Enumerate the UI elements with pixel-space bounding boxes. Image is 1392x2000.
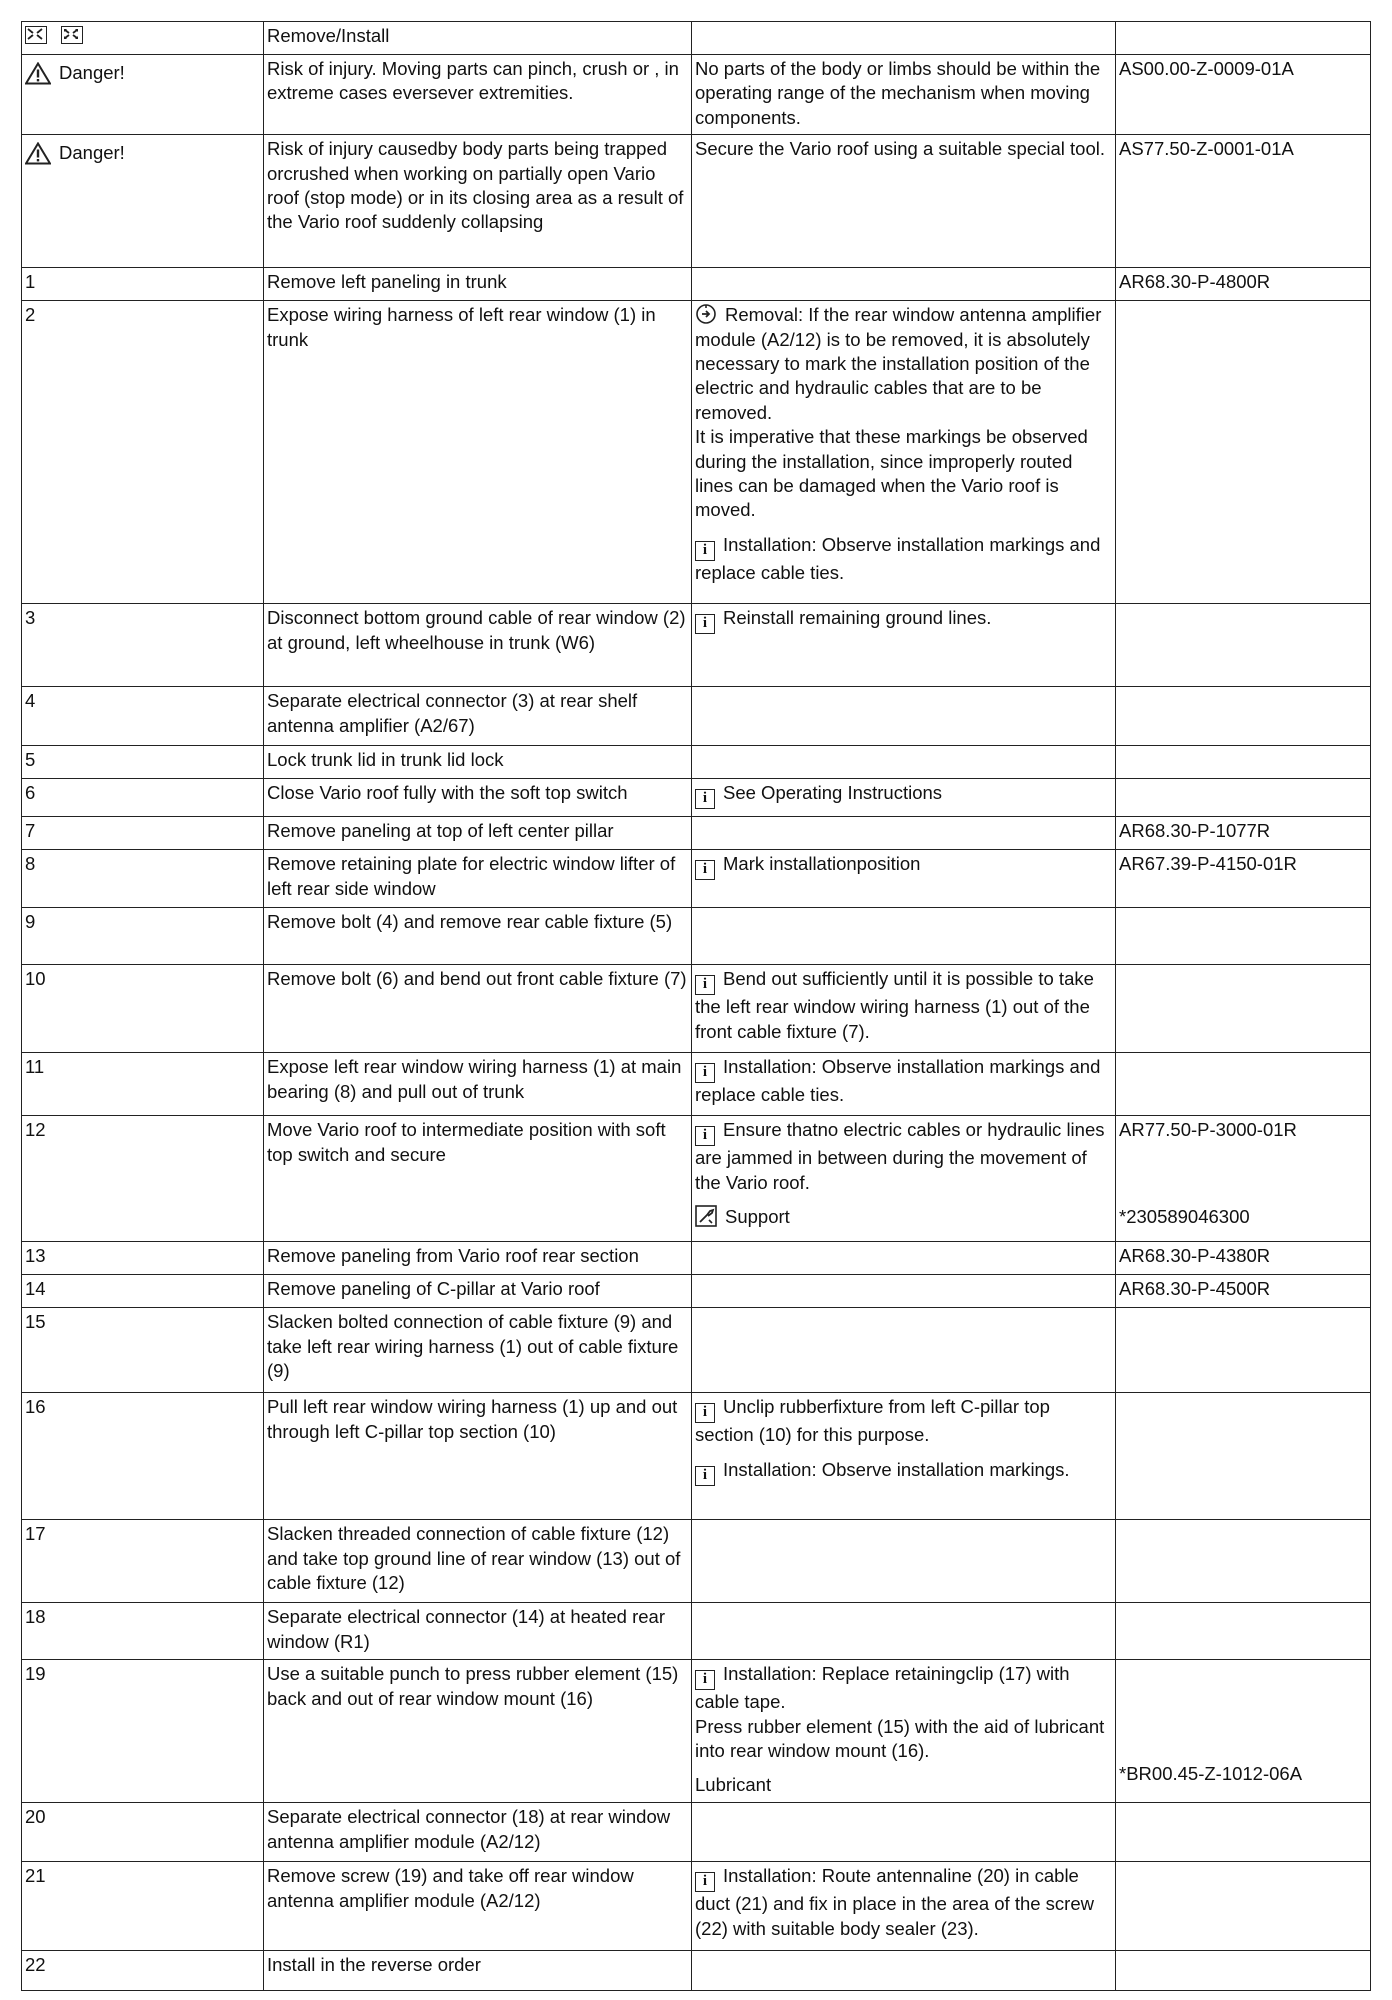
header-empty-cell	[692, 22, 1116, 55]
step-notes-cell	[692, 965, 1116, 1053]
step-note-text: Installation: Route antennaline (20) in cable duct (21) and fix in place in the area of the screw (22) with suitable body sealer (23).	[695, 1865, 1094, 1939]
step-part-number: *230589046300	[1119, 1205, 1250, 1227]
step-row	[22, 1951, 1371, 1991]
step-row	[22, 268, 1371, 301]
step-note-text: Reinstall remaining ground lines.	[723, 607, 992, 629]
step-note	[695, 533, 1112, 585]
info-icon: i	[695, 1063, 715, 1083]
step-reference-cell	[1116, 1275, 1371, 1308]
step-note	[695, 1662, 1112, 1763]
special-tool-icon	[695, 1205, 717, 1227]
step-notes-cell	[692, 850, 1116, 908]
step-reference-cell	[1116, 1308, 1371, 1393]
step-note	[695, 606, 1112, 634]
step-reference-cell	[1116, 1520, 1371, 1603]
step-reference-cell	[1116, 1803, 1371, 1862]
step-row	[22, 1520, 1371, 1603]
step-notes-cell	[692, 1393, 1116, 1520]
step-reference-cell	[1116, 1603, 1371, 1660]
step-reference-cell	[1116, 817, 1371, 850]
danger-label-cell	[22, 55, 264, 135]
info-icon: i	[695, 1872, 715, 1892]
step-reference-cell	[1116, 908, 1371, 965]
header-title: Remove/Install	[264, 22, 692, 55]
step-notes-cell	[692, 1803, 1116, 1862]
step-reference-cell	[1116, 1393, 1371, 1520]
warning-triangle-icon	[25, 142, 51, 165]
danger-label-cell	[22, 135, 264, 268]
step-note	[695, 1864, 1112, 1941]
step-notes-cell	[692, 817, 1116, 850]
step-reference: AR68.30-P-4800R	[1119, 271, 1271, 293]
step-row	[22, 779, 1371, 817]
step-reference: AR67.39-P-4150-01R	[1119, 853, 1297, 875]
step-instruction: Remove left paneling in trunk	[264, 268, 692, 301]
step-instruction: Remove paneling from Vario roof rear section	[264, 1242, 692, 1275]
step-notes-cell	[692, 268, 1116, 301]
step-instruction: Close Vario roof fully with the soft top switch	[264, 779, 692, 817]
step-row	[22, 1660, 1371, 1803]
step-reference-cell	[1116, 746, 1371, 779]
step-row	[22, 908, 1371, 965]
step-reference-cell	[1116, 268, 1371, 301]
step-note-text: Installation: Observe installation markings.	[723, 1458, 1070, 1480]
step-reference: AR68.30-P-1077R	[1119, 820, 1271, 842]
step-note-text: Installation: Observe installation markings and replace cable ties.	[695, 1056, 1101, 1106]
step-instruction: Remove paneling of C-pillar at Vario roof	[264, 1275, 692, 1308]
step-instruction: Remove paneling at top of left center pillar	[264, 817, 692, 850]
removal-hint-icon	[695, 303, 717, 325]
step-row	[22, 746, 1371, 779]
step-reference-cell	[1116, 1862, 1371, 1951]
step-number: 8	[22, 850, 264, 908]
step-instruction: Separate electrical connector (18) at rear window antenna amplifier module (A2/12)	[264, 1803, 692, 1862]
step-row	[22, 965, 1371, 1053]
step-row	[22, 1862, 1371, 1951]
step-note-text-continued: Press rubber element (15) with the aid of lubricant into rear window mount (16).	[695, 1715, 1105, 1762]
step-notes-cell	[692, 1116, 1116, 1242]
step-notes-cell	[692, 1951, 1116, 1991]
step-row	[22, 1275, 1371, 1308]
step-number: 5	[22, 746, 264, 779]
info-icon: i	[695, 1466, 715, 1486]
step-part-number: *BR00.45-Z-1012-06A	[1119, 1763, 1303, 1785]
step-reference-cell	[1116, 779, 1371, 817]
info-icon: i	[695, 975, 715, 995]
step-number: 22	[22, 1951, 264, 1991]
header-empty-cell	[1116, 22, 1371, 55]
install-icon	[61, 26, 83, 44]
step-note	[695, 1395, 1112, 1447]
step-notes-cell	[692, 1053, 1116, 1116]
step-instruction: Slacken bolted connection of cable fixture (9) and take left rear wiring harness (1) out of cable fixture (9)	[264, 1308, 692, 1393]
info-icon: i	[695, 541, 715, 561]
step-row	[22, 1393, 1371, 1520]
info-icon: i	[695, 789, 715, 809]
danger-reference: AS77.50-Z-0001-01A	[1116, 135, 1371, 268]
step-note-text: Mark installationposition	[723, 853, 921, 875]
step-notes-cell	[692, 779, 1116, 817]
step-number: 14	[22, 1275, 264, 1308]
step-number: 12	[22, 1116, 264, 1242]
step-notes-cell	[692, 604, 1116, 687]
step-note	[695, 1458, 1112, 1486]
step-row	[22, 1116, 1371, 1242]
step-number: 20	[22, 1803, 264, 1862]
step-reference: AR68.30-P-4380R	[1119, 1245, 1271, 1267]
warning-triangle-icon	[25, 62, 51, 85]
danger-reference: AS00.00-Z-0009-01A	[1116, 55, 1371, 135]
step-instruction: Pull left rear window wiring harness (1) up and out through left C-pillar top section (10)	[264, 1393, 692, 1520]
step-number: 11	[22, 1053, 264, 1116]
step-row	[22, 817, 1371, 850]
step-note	[695, 967, 1112, 1044]
step-instruction: Remove screw (19) and take off rear window antenna amplifier module (A2/12)	[264, 1862, 692, 1951]
step-note-text: Ensure thatno electric cables or hydraulic lines are jammed in between during the movement of the Vario roof.	[695, 1119, 1105, 1193]
step-row	[22, 1053, 1371, 1116]
step-notes-cell	[692, 908, 1116, 965]
step-notes-cell	[692, 1308, 1116, 1393]
step-row	[22, 850, 1371, 908]
step-row	[22, 687, 1371, 746]
step-row	[22, 1242, 1371, 1275]
step-reference: AR77.50-P-3000-01R	[1119, 1119, 1297, 1141]
step-instruction: Move Vario roof to intermediate position with soft top switch and secure	[264, 1116, 692, 1242]
step-number: 7	[22, 817, 264, 850]
step-number: 19	[22, 1660, 264, 1803]
step-number: 17	[22, 1520, 264, 1603]
step-instruction: Remove retaining plate for electric window lifter of left rear side window	[264, 850, 692, 908]
step-note-text: Removal: If the rear window antenna amplifier module (A2/12) is to be removed, it is absolutely necessary to mark the installation position of the electric and hydraulic cables that are to be removed.	[695, 304, 1102, 423]
step-row	[22, 604, 1371, 687]
step-note-text: Bend out sufficiently until it is possible to take the left rear window wiring harness (1) out of the front cable fixture (7).	[695, 968, 1094, 1042]
info-icon: i	[695, 1670, 715, 1690]
step-note-text: Installation: Replace retainingclip (17) with cable tape.	[695, 1663, 1070, 1713]
step-note	[695, 303, 1112, 523]
remove-icon	[25, 26, 47, 44]
step-number: 6	[22, 779, 264, 817]
step-notes-cell	[692, 1862, 1116, 1951]
step-note-text: Installation: Observe installation markings and replace cable ties.	[695, 533, 1101, 583]
step-number: 2	[22, 301, 264, 604]
step-instruction: Disconnect bottom ground cable of rear window (2) at ground, left wheelhouse in trunk (W6)	[264, 604, 692, 687]
step-instruction: Separate electrical connector (3) at rear shelf antenna amplifier (A2/67)	[264, 687, 692, 746]
step-row	[22, 1308, 1371, 1393]
step-note-text: Unclip rubberfixture from left C-pillar top section (10) for this purpose.	[695, 1396, 1050, 1446]
step-instruction: Install in the reverse order	[264, 1951, 692, 1991]
danger-row	[22, 135, 1371, 268]
info-icon: i	[695, 614, 715, 634]
step-note-text: See Operating Instructions	[723, 782, 943, 804]
step-instruction: Separate electrical connector (14) at heated rear window (R1)	[264, 1603, 692, 1660]
step-reference-cell	[1116, 1053, 1371, 1116]
danger-measure: Secure the Vario roof using a suitable special tool.	[692, 135, 1116, 268]
step-number: 4	[22, 687, 264, 746]
step-number: 18	[22, 1603, 264, 1660]
step-reference-cell	[1116, 301, 1371, 604]
step-number: 3	[22, 604, 264, 687]
procedure-table	[21, 21, 1371, 1991]
step-notes-cell	[692, 1660, 1116, 1803]
step-number: 13	[22, 1242, 264, 1275]
step-reference-cell	[1116, 1116, 1371, 1242]
header-row	[22, 22, 1371, 55]
step-notes-cell	[692, 301, 1116, 604]
header-icons-cell	[22, 22, 264, 55]
step-number: 1	[22, 268, 264, 301]
danger-risk: Risk of injury. Moving parts can pinch, crush or , in extreme cases eversever extremities.	[264, 55, 692, 135]
step-reference-cell	[1116, 1951, 1371, 1991]
step-reference-cell	[1116, 687, 1371, 746]
step-instruction: Remove bolt (4) and remove rear cable fixture (5)	[264, 908, 692, 965]
step-row	[22, 1803, 1371, 1862]
step-notes-cell	[692, 1275, 1116, 1308]
step-notes-cell	[692, 1520, 1116, 1603]
step-note	[695, 1055, 1112, 1107]
step-notes-cell	[692, 687, 1116, 746]
danger-row	[22, 55, 1371, 135]
step-row	[22, 301, 1371, 604]
step-number: 21	[22, 1862, 264, 1951]
info-icon: i	[695, 1403, 715, 1423]
info-icon: i	[695, 860, 715, 880]
step-reference-cell	[1116, 850, 1371, 908]
step-number: 16	[22, 1393, 264, 1520]
step-note-text: Lubricant	[695, 1774, 772, 1796]
step-instruction: Use a suitable punch to press rubber element (15) back and out of rear window mount (16)	[264, 1660, 692, 1803]
step-notes-cell	[692, 746, 1116, 779]
step-reference: AR68.30-P-4500R	[1119, 1278, 1271, 1300]
step-instruction: Remove bolt (6) and bend out front cable fixture (7)	[264, 965, 692, 1053]
step-instruction: Expose wiring harness of left rear window (1) in trunk	[264, 301, 692, 604]
step-row	[22, 1603, 1371, 1660]
step-reference-cell	[1116, 965, 1371, 1053]
step-note	[695, 852, 1112, 880]
step-note	[695, 1773, 1112, 1797]
step-reference-cell	[1116, 1242, 1371, 1275]
step-note-text-continued: It is imperative that these markings be observed during the installation, since improperly routed lines can be damaged when the Vario roof is moved.	[695, 426, 1088, 521]
step-instruction: Lock trunk lid in trunk lid lock	[264, 746, 692, 779]
danger-risk: Risk of injury causedby body parts being trapped orcrushed when working on partially open Vario roof (stop mode) or in its closing area as a result of the Vario roof suddenly collapsing	[264, 135, 692, 268]
step-number: 15	[22, 1308, 264, 1393]
step-notes-cell	[692, 1603, 1116, 1660]
step-note	[695, 1118, 1112, 1195]
step-number: 10	[22, 965, 264, 1053]
step-note	[695, 1205, 1112, 1229]
step-instruction: Slacken threaded connection of cable fixture (12) and take top ground line of rear window (13) out of cable fixture (12)	[264, 1520, 692, 1603]
step-reference-cell	[1116, 604, 1371, 687]
step-notes-cell	[692, 1242, 1116, 1275]
step-note-text: Support	[725, 1206, 790, 1228]
danger-label: Danger!	[59, 62, 125, 83]
step-note	[695, 781, 1112, 809]
step-instruction: Expose left rear window wiring harness (1) at main bearing (8) and pull out of trunk	[264, 1053, 692, 1116]
step-reference-cell	[1116, 1660, 1371, 1803]
danger-measure: No parts of the body or limbs should be within the operating range of the mechanism when moving components.	[692, 55, 1116, 135]
step-number: 9	[22, 908, 264, 965]
danger-label: Danger!	[59, 142, 125, 164]
info-icon: i	[695, 1126, 715, 1146]
